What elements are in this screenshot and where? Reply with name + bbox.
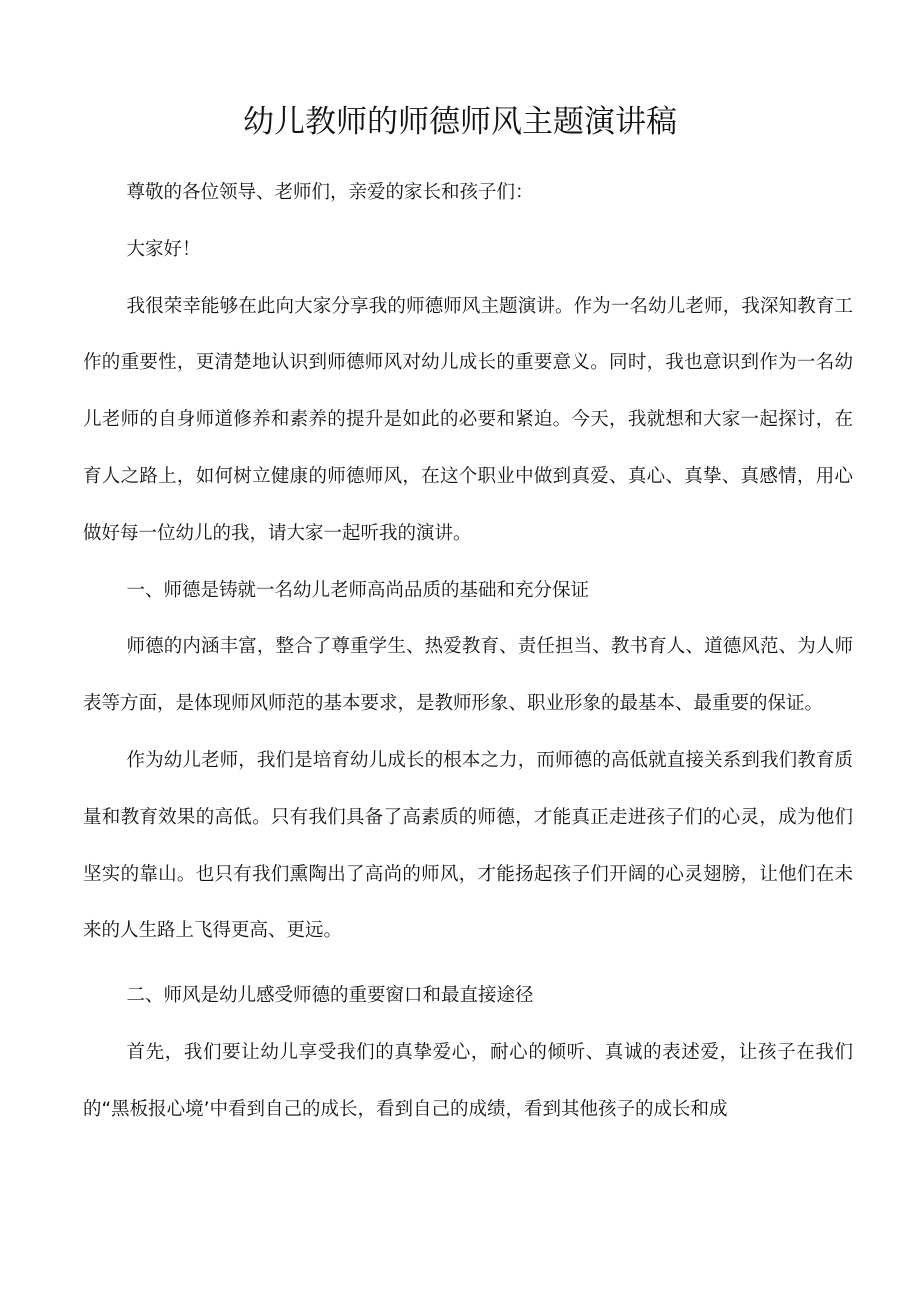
salutation: 尊敬的各位领导、老师们，亲爱的家长和孩子们： — [126, 182, 534, 203]
section-1-paragraph-2: 作为幼儿老师，我们是培育幼儿成长的根本之力，而师德的高低就直接关系到我们教育质量和教育效果的高低。只有我们具备了高素质的师德，才能真正走进孩子们的心灵，成为他们坚实的靠山。也只有我们熏陶出了高尚的师风，才能扬起孩子们开阔的心灵翅膀，让他们在未来的人生路上飞得更高、更远。 — [83, 749, 853, 942]
section-2-heading: 二、师风是幼儿感受师德的重要窗口和最直接途径 — [126, 985, 534, 1007]
section-2-paragraph-1: 首先，我们要让幼儿享受我们的真挚爱心，耐心的倾听、真诚的表述爱，让孩子在我们的“黑板报心境’中看到自己的成长，看到自己的成绩，看到其他孩子的成长和成 — [83, 1041, 853, 1120]
greeting: 大家好！ — [126, 238, 201, 260]
document-body — [83, 165, 853, 1139]
section-1-paragraph-1: 师德的内涵丰富，整合了尊重学生、热爱教育、责任担当、教书育人、道德风范、为人师表等方面，是体现师风师范的基本要求，是教师形象、职业形象的最基本、最重要的保证。 — [83, 636, 853, 715]
section-1-heading: 一、师德是铸就一名幼儿老师高尚品质的基础和充分保证 — [126, 579, 589, 601]
intro-paragraph: 我很荣幸能够在此向大家分享我的师德师风主题演讲。作为一名幼儿老师，我深知教育工作的重要性，更清楚地认识到师德师风对幼儿成长的重要意义。同时，我也意识到作为一名幼儿老师的自身师道修养和素养的提升是如此的必要和紧迫。今天，我就想和大家一起探讨，在育人之路上，如何树立健康的师德师风，在这个职业中做到真爱、真心、真挚、真感情，用心做好每一位幼儿的我，请大家一起听我的演讲。 — [83, 295, 853, 544]
document-title: 幼儿教师的师德师风主题演讲稿 — [243, 104, 677, 140]
